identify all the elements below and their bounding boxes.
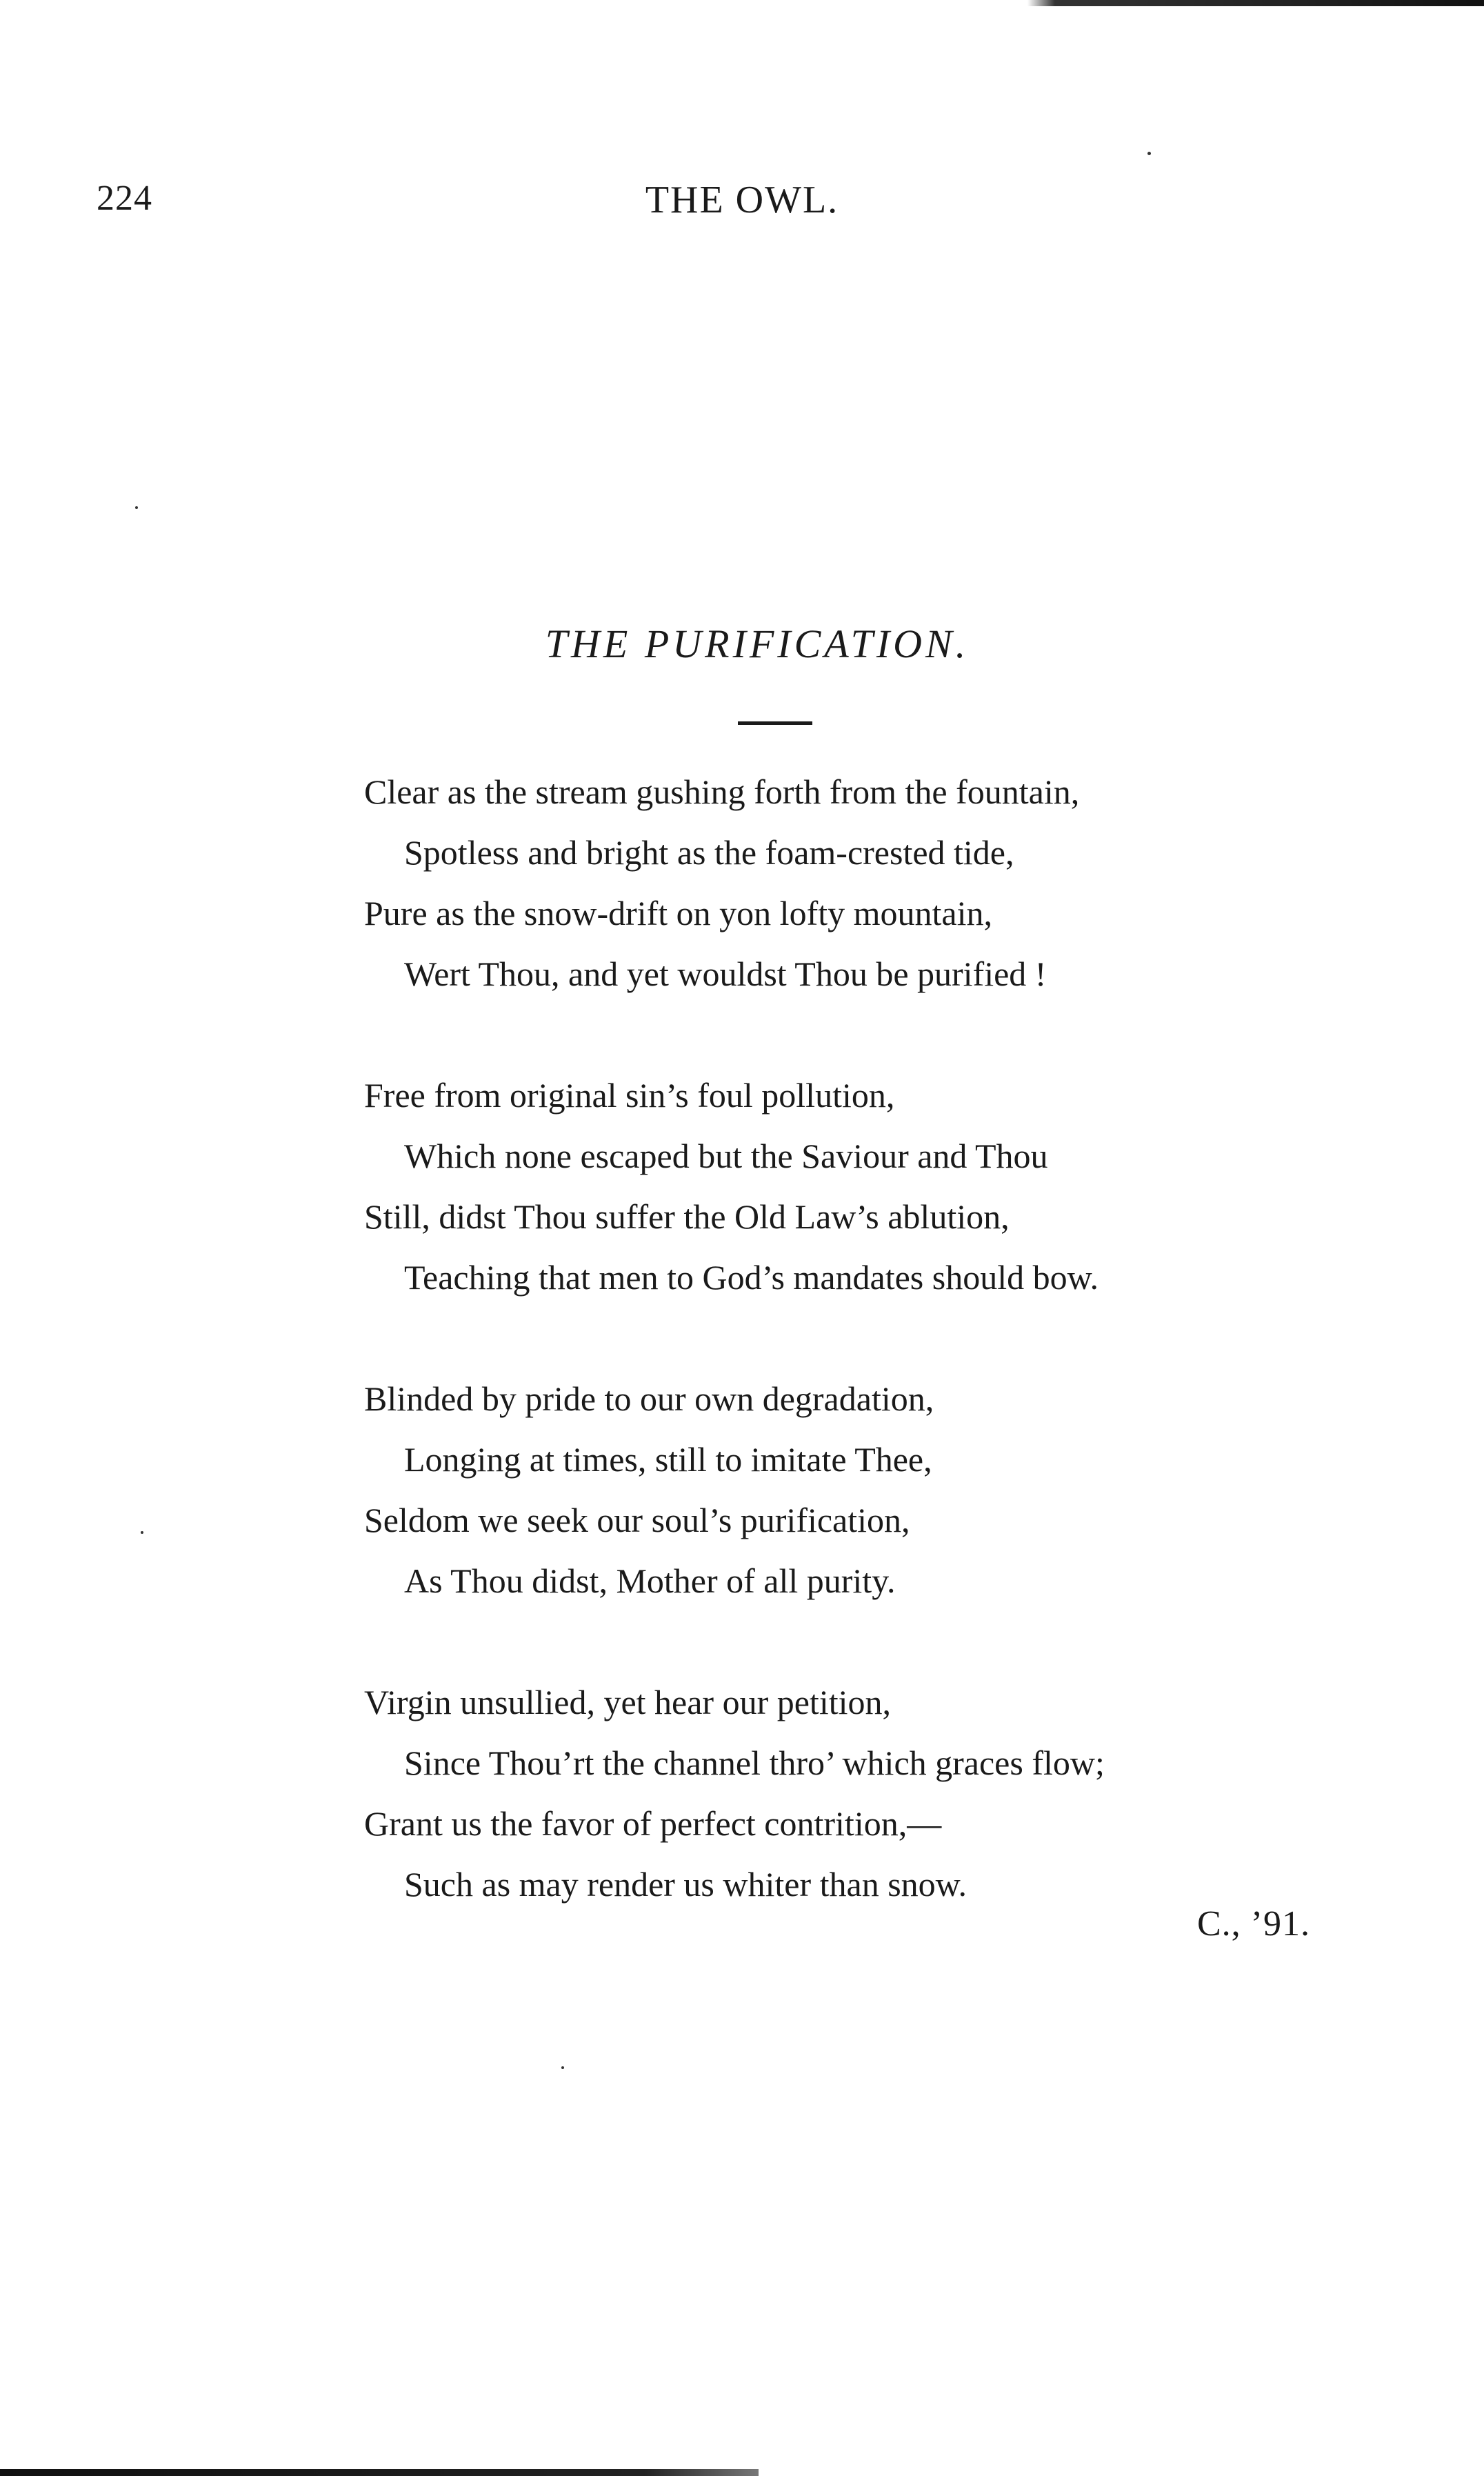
poem-line: As Thou didst, Mother of all purity. <box>404 1561 896 1600</box>
poem-line: Spotless and bright as the foam-crested tide, <box>404 833 1014 872</box>
running-head: THE OWL. <box>645 179 839 221</box>
poem-line: Wert Thou, and yet wouldst Thou be purified ! <box>404 955 1047 993</box>
poem-line: Grant us the favor of perfect contrition,— <box>364 1804 942 1843</box>
bottom-edge-rule <box>0 2469 759 2476</box>
stanza-3 <box>364 1368 1261 1611</box>
poem-title: THE PURIFICATION. <box>545 621 970 666</box>
poem-line: Since Thou’rt the channel thro’ which graces flow; <box>404 1744 1105 1782</box>
title-divider <box>738 721 812 725</box>
print-speck <box>141 1531 143 1534</box>
poem-line: Which none escaped but the Saviour and Thou <box>404 1137 1048 1175</box>
poem-line: Pure as the snow-drift on yon lofty mountain, <box>364 894 992 932</box>
poem-line: Clear as the stream gushing forth from the fountain, <box>364 772 1080 811</box>
poem-line: Free from original sin’s foul pollution, <box>364 1076 895 1115</box>
stanza-4 <box>364 1672 1261 1915</box>
poem-line: Seldom we seek our soul’s purification, <box>364 1501 910 1539</box>
top-edge-rule <box>1027 0 1484 6</box>
poem-signature: C., ’91. <box>1197 1904 1310 1944</box>
print-speck <box>561 2066 564 2069</box>
poem-line: Virgin unsullied, yet hear our petition, <box>364 1683 891 1721</box>
poem-line: Still, didst Thou suffer the Old Law’s ablution, <box>364 1197 1010 1236</box>
stanza-1 <box>364 761 1261 1004</box>
page-number: 224 <box>97 179 152 218</box>
print-speck <box>135 506 138 509</box>
stanza-2 <box>364 1065 1261 1308</box>
poem-line: Longing at times, still to imitate Thee, <box>404 1440 932 1479</box>
poem-line: Blinded by pride to our own degradation, <box>364 1379 934 1418</box>
poem-line: Such as may render us whiter than snow. <box>404 1865 967 1904</box>
poem-line: Teaching that men to God’s mandates should bow. <box>404 1258 1099 1297</box>
print-speck <box>1147 152 1151 155</box>
